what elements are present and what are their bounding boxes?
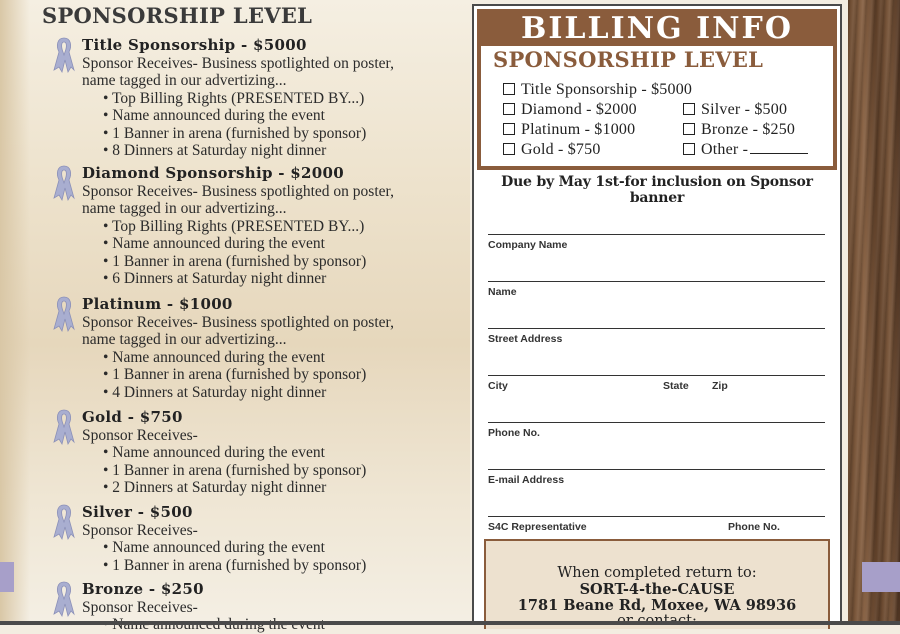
intro-line: Sponsor Receives- Business spotlighted on poster,	[82, 314, 394, 331]
benefit-item: • 1 Banner in arena (furnished by sponsor)	[103, 366, 367, 384]
billing-title: BILLING INFO	[521, 11, 793, 46]
intro-line: Sponsor Receives-	[82, 599, 198, 616]
level-heading: Gold - $750	[82, 408, 183, 426]
city-state-zip-field[interactable]	[488, 375, 825, 376]
name-field[interactable]	[488, 281, 825, 282]
option-label: Title Sponsorship - $5000	[521, 81, 693, 98]
lavender-strip-right	[862, 562, 900, 592]
intro-line: Sponsor Receives- Business spotlighted on poster,	[82, 55, 394, 72]
benefit-item: • 6 Dinners at Saturday night dinner	[103, 270, 327, 288]
level-body	[82, 314, 477, 401]
option-title-sponsorship[interactable]	[503, 81, 692, 99]
organization-address: 1781 Beane Rd, Moxee, WA 98936	[517, 597, 797, 614]
representative-phone-label: Phone No.	[728, 521, 780, 533]
benefit-item: • Top Billing Rights (PRESENTED BY...)	[103, 89, 365, 107]
billing-form	[472, 4, 842, 624]
bottom-border	[0, 621, 900, 625]
option-label: Platinum - $1000	[521, 121, 636, 138]
sponsorship-options-title: SPONSORSHIP LEVEL	[493, 47, 764, 72]
checkbox[interactable]	[683, 103, 695, 115]
email-field[interactable]	[488, 469, 825, 470]
benefit-item: • 1 Banner in arena (furnished by sponsor)	[103, 461, 367, 479]
intro-line: Sponsor Receives-	[82, 427, 198, 444]
checkbox[interactable]	[503, 83, 515, 95]
billing-header	[477, 9, 837, 51]
level-heading: Title Sponsorship - $5000	[82, 36, 307, 54]
phone-label: Phone No.	[488, 427, 540, 439]
wood-texture	[848, 0, 900, 625]
benefit-item: • Top Billing Rights (PRESENTED BY...)	[103, 217, 365, 235]
benefit-item: • Name announced during the event	[103, 235, 325, 253]
option-label: Other -	[701, 141, 749, 158]
street-address-field[interactable]	[488, 328, 825, 329]
option-label: Silver - $500	[701, 101, 788, 118]
benefit-item: • 2 Dinners at Saturday night dinner	[103, 479, 327, 497]
checkbox[interactable]	[503, 143, 515, 155]
level-body	[82, 427, 477, 497]
section-title: SPONSORSHIP LEVEL	[42, 3, 313, 28]
option-bronze[interactable]	[683, 121, 795, 139]
city-label: City	[488, 380, 508, 392]
intro-line: name tagged in our advertizing...	[82, 200, 287, 218]
representative-field[interactable]	[488, 516, 825, 517]
email-label: E-mail Address	[488, 474, 565, 486]
checkbox[interactable]	[683, 143, 695, 155]
due-date-note: Due by May 1st-for inclusion on Sponsor banner	[501, 174, 813, 206]
option-platinum[interactable]	[503, 121, 635, 139]
benefit-item: • Name announced during the event	[103, 348, 325, 366]
awareness-ribbon-icon	[52, 408, 76, 448]
street-address-label: Street Address	[488, 333, 563, 345]
option-diamond[interactable]	[503, 101, 637, 119]
option-gold[interactable]	[503, 141, 601, 159]
benefit-item	[82, 616, 477, 633]
level-heading: Bronze - $250	[82, 580, 204, 598]
return-instruction: When completed return to:	[557, 565, 757, 581]
benefit-item: • 1 Banner in arena (furnished by sponsor)	[103, 556, 367, 574]
zip-label: Zip	[712, 380, 728, 392]
awareness-ribbon-icon	[52, 295, 76, 335]
option-other[interactable]	[683, 141, 808, 159]
level-heading: Silver - $500	[82, 503, 193, 521]
benefit-item: • 4 Dinners at Saturday night dinner	[103, 383, 327, 401]
company-name-label: Company Name	[488, 239, 568, 251]
option-label: Diamond - $2000	[521, 101, 637, 118]
intro-line: name tagged in our advertizing...	[82, 331, 287, 349]
level-body	[82, 183, 477, 287]
intro-line: Sponsor Receives-	[82, 522, 198, 539]
option-silver[interactable]	[683, 101, 787, 119]
checkbox[interactable]	[683, 123, 695, 135]
sponsorship-options-box	[477, 46, 837, 170]
return-info-box	[484, 539, 830, 629]
level-body	[82, 522, 477, 574]
other-blank[interactable]	[750, 144, 808, 154]
representative-label: S4C Representative	[488, 521, 587, 533]
state-label: State	[663, 380, 689, 392]
level-heading: Diamond Sponsorship - $2000	[82, 164, 344, 182]
benefit-item: • 1 Banner in arena (furnished by sponsor)	[103, 124, 367, 142]
organization-name: SORT-4-the-CAUSE	[579, 581, 735, 598]
checkbox[interactable]	[503, 103, 515, 115]
intro-line: Sponsor Receives- Business spotlighted on poster,	[82, 183, 394, 200]
option-label: Gold - $750	[521, 141, 601, 158]
phone-field[interactable]	[488, 422, 825, 423]
awareness-ribbon-icon	[52, 580, 76, 620]
level-heading: Platinum - $1000	[82, 295, 233, 313]
company-name-field[interactable]	[488, 234, 825, 235]
benefit-item: • 8 Dinners at Saturday night dinner	[103, 142, 327, 160]
awareness-ribbon-icon	[52, 164, 76, 204]
level-body	[82, 55, 477, 159]
intro-line: name tagged in our advertizing...	[82, 72, 287, 90]
benefit-item: • Name announced during the event	[103, 539, 325, 557]
benefit-item: • Name announced during the event	[103, 444, 325, 462]
benefit-item: • Name announced during the event	[103, 107, 325, 125]
awareness-ribbon-icon	[52, 36, 76, 76]
option-label: Bronze - $250	[701, 121, 796, 138]
checkbox[interactable]	[503, 123, 515, 135]
name-label: Name	[488, 286, 517, 298]
level-body	[82, 599, 477, 634]
awareness-ribbon-icon	[52, 503, 76, 543]
benefit-item: • 1 Banner in arena (furnished by sponsor)	[103, 252, 367, 270]
